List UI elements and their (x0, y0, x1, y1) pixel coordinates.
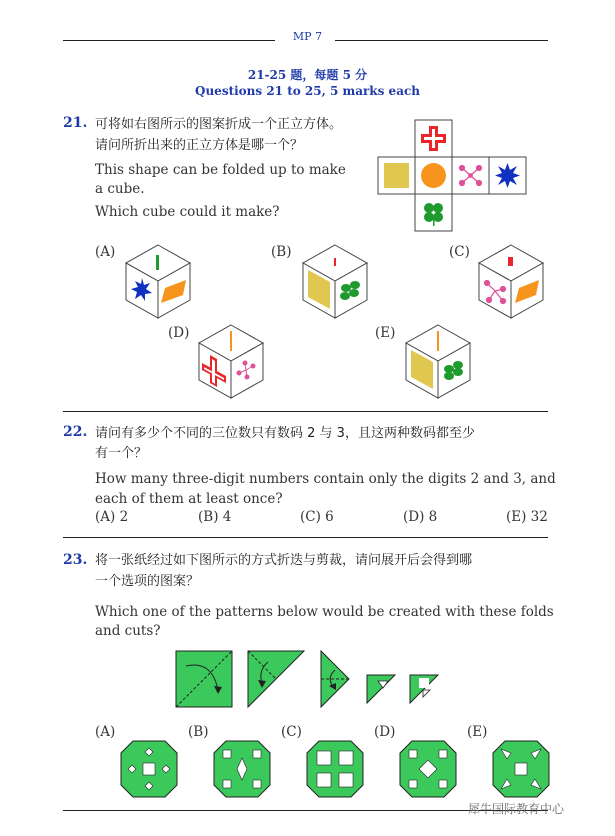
question-number: 22. (63, 424, 88, 440)
q21-en-line1: This shape can be folded up to make (95, 162, 346, 178)
pattern-b[interactable] (214, 741, 270, 797)
q21-en-line2: a cube. (95, 181, 145, 197)
question-number: 23. (63, 552, 88, 568)
q23-zh-line1: 将一张纸经过如下图所示的方式折迭与剪裁，请问展开后会得到哪 (95, 553, 473, 568)
option-d-label[interactable]: (D) (374, 724, 396, 740)
page-number: MP 7 (292, 30, 323, 43)
option-d-label[interactable]: (D) (168, 325, 190, 341)
option-b[interactable]: (B) 4 (198, 509, 232, 525)
option-d[interactable]: (D) 8 (403, 509, 438, 525)
option-e-label[interactable]: (E) (375, 325, 396, 341)
option-e[interactable]: (E) 32 (506, 509, 548, 525)
q22-zh-line1: 请问有多少个不同的三位数只有数码 2 与 3，且这两种数码都至少 (95, 426, 475, 441)
option-e-label[interactable]: (E) (467, 724, 488, 740)
q21-zh-line2: 请问所折出来的正立方体是哪一个？ (95, 138, 304, 153)
q21-en-line3: Which cube could it make? (95, 204, 280, 220)
watermark: 犀牛国际教育中心 (468, 802, 565, 816)
pattern-a[interactable] (121, 741, 177, 797)
option-b-label[interactable]: (B) (188, 724, 209, 740)
q22-en-line1: How many three-digit numbers contain only the digits 2 and 3, and (95, 471, 556, 487)
q22-zh-line2: 有一个？ (95, 446, 148, 461)
option-c[interactable]: (C) 6 (300, 509, 334, 525)
q23-zh-line2: 一个选项的图案？ (95, 574, 200, 589)
option-a-label[interactable]: (A) (95, 724, 116, 740)
option-c-label[interactable]: (C) (449, 244, 470, 260)
q23-en-line2: and cuts? (95, 623, 161, 639)
question-number: 21. (63, 115, 88, 131)
q22-en-line2: each of them at least once? (95, 491, 283, 507)
option-a-label[interactable]: (A) (95, 244, 116, 260)
pattern-c[interactable] (307, 741, 363, 797)
option-a[interactable]: (A) 2 (95, 509, 129, 525)
section-title-zh: 21-25 题，每题 5 分 (247, 68, 368, 82)
q23-en-line1: Which one of the patterns below would be created with these folds (95, 604, 554, 620)
option-b-label[interactable]: (B) (271, 244, 292, 260)
section-title-en: Questions 21 to 25, 5 marks each (195, 84, 420, 98)
q21-zh-line1: 可将如右图所示的图案折成一个正立方体。 (95, 117, 343, 132)
pattern-e[interactable] (493, 741, 549, 797)
pattern-d[interactable] (400, 741, 456, 797)
option-c-label[interactable]: (C) (281, 724, 302, 740)
